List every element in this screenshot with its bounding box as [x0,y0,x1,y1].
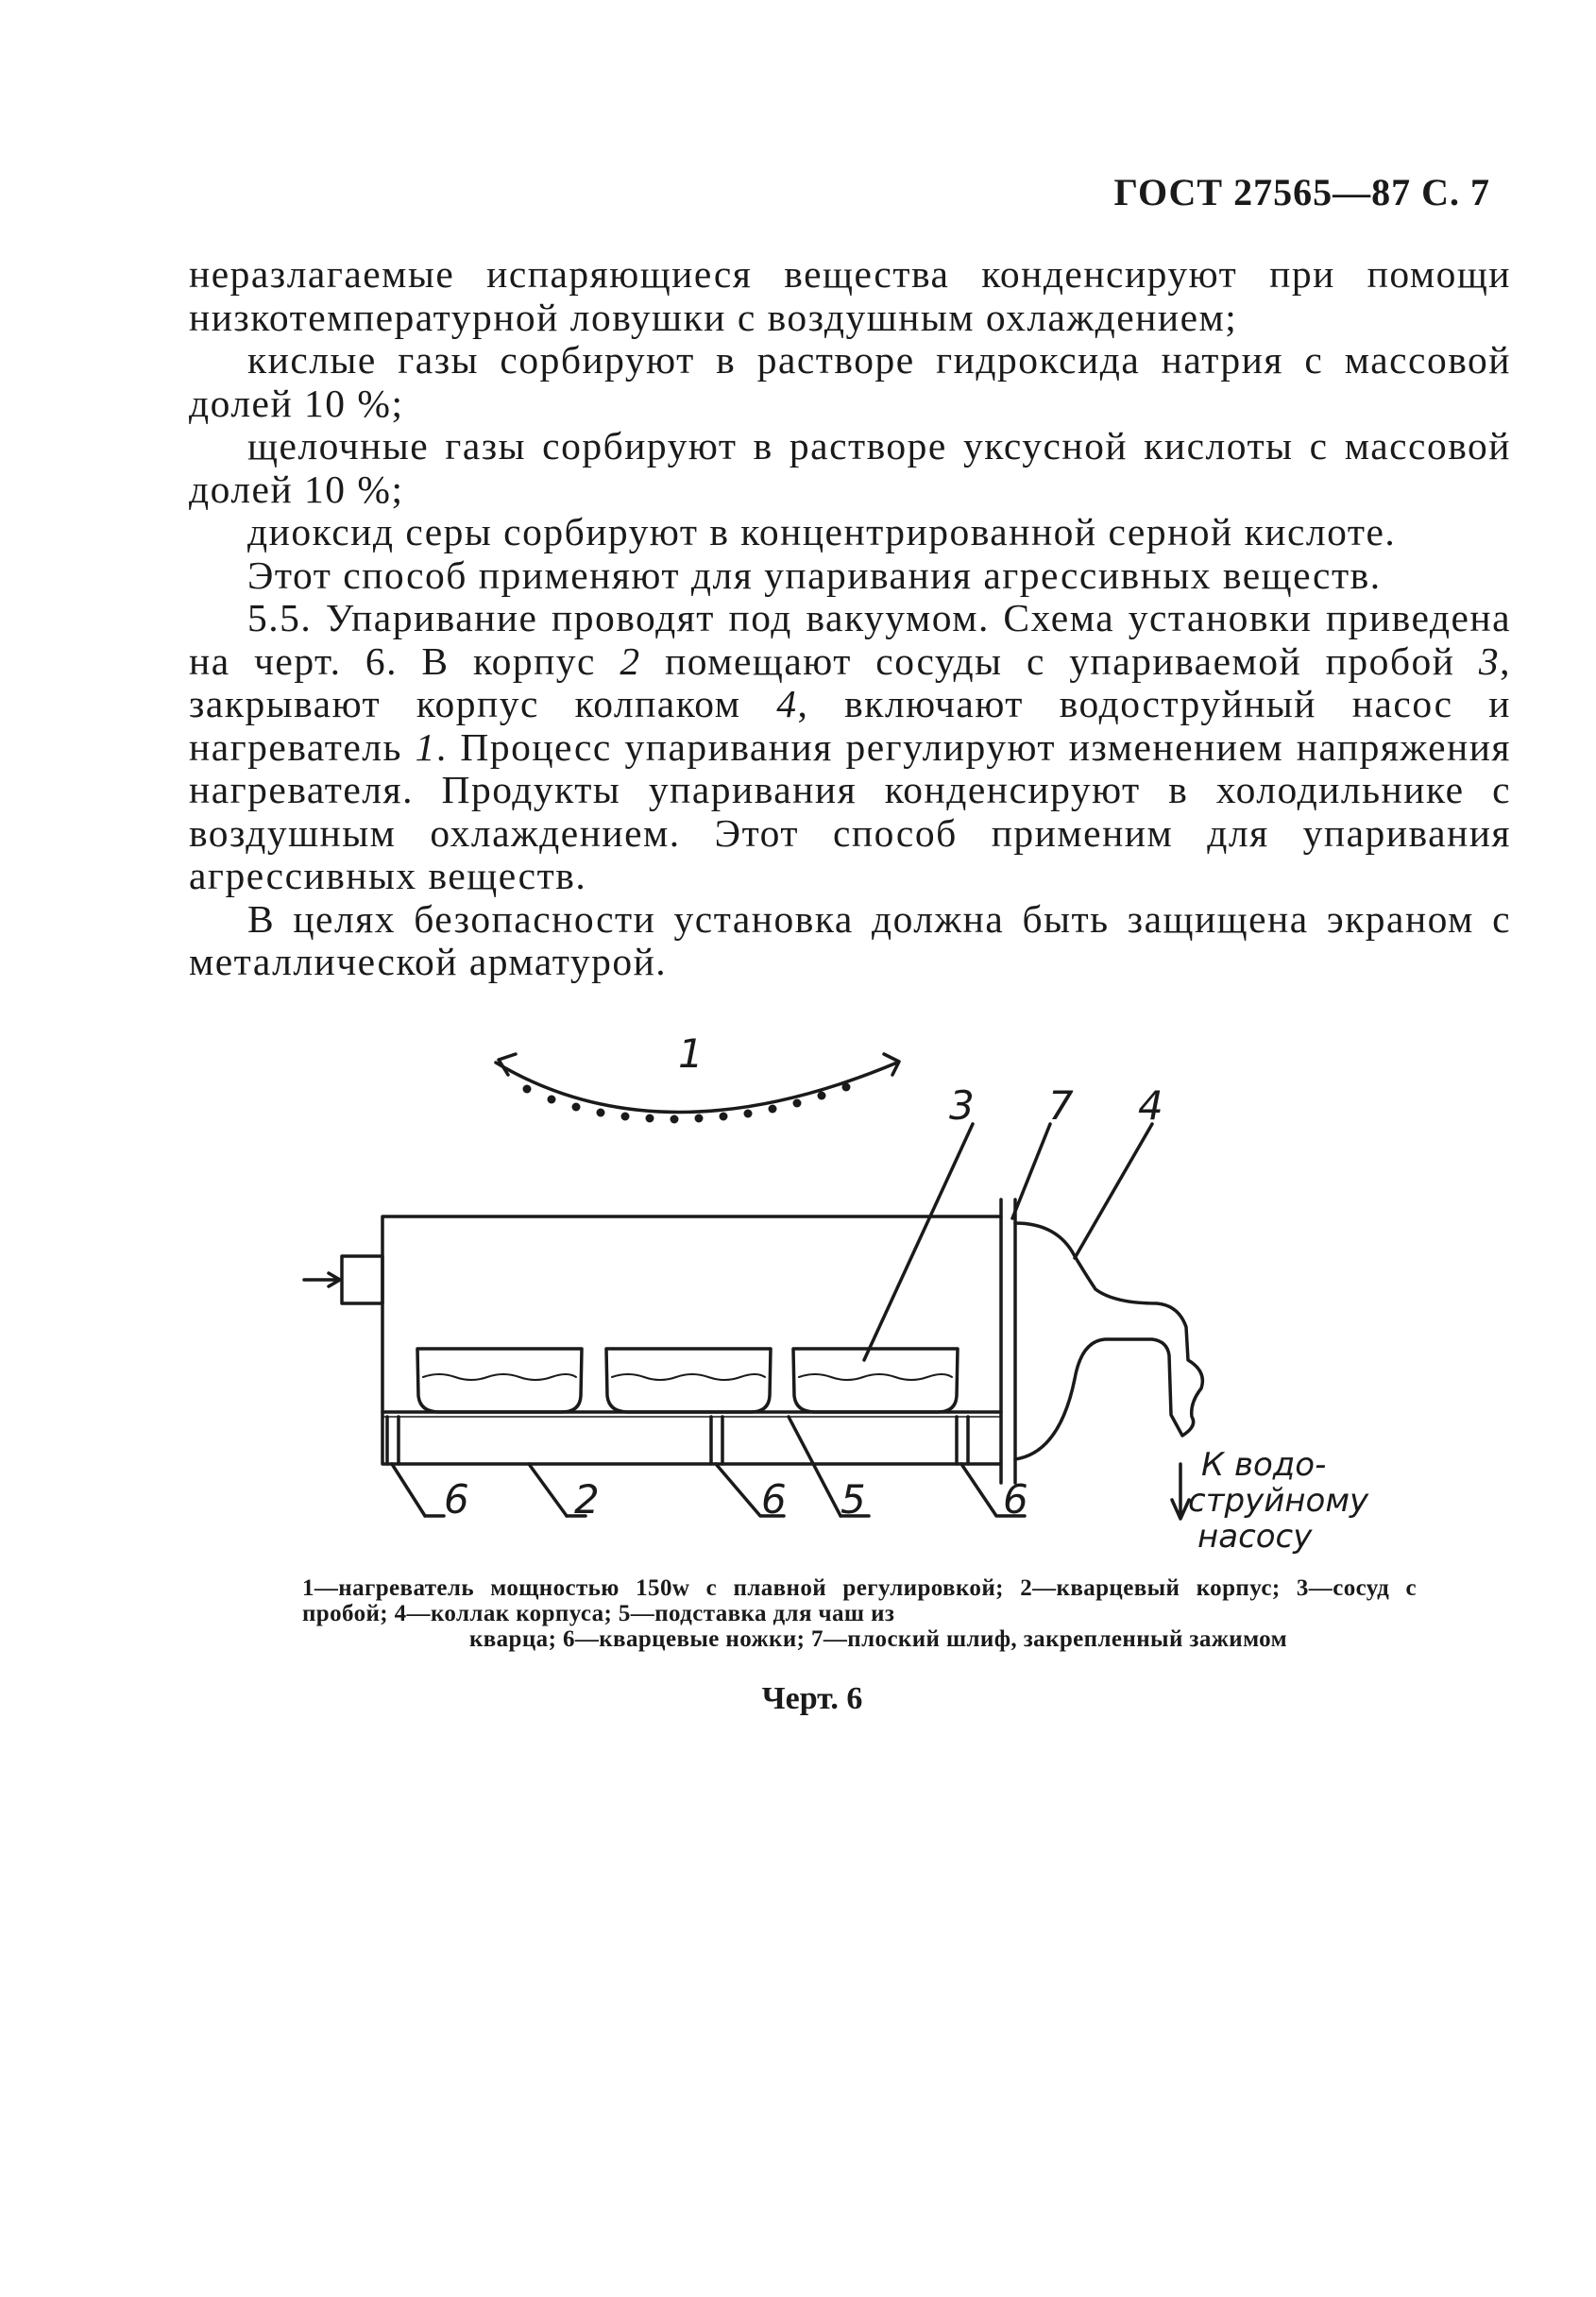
vessel-2 [606,1349,771,1412]
paragraph-sulfur-dioxide: диоксид серы сорбируют в концентрированной серной кислоте. [247,510,1397,553]
leader-4 [1075,1124,1152,1258]
para-5-5-part-3: , закрывают корпус колпаком [189,638,1511,725]
pump-label-line-2: струйному [1188,1482,1369,1520]
pump-arrow [1172,1464,1189,1519]
para-5-5-part-4: , включают водоструйный насос и нагреватель [189,682,1511,769]
ref-4: 4 [776,682,798,725]
label-1: 1 [678,1030,704,1077]
pump-label-line-1: К водо- [1201,1446,1327,1484]
figure-caption [302,1575,1417,1652]
label-6-left: 6 [444,1476,469,1523]
inlet-port [342,1256,382,1303]
leader-7 [1012,1124,1050,1218]
liquid-2 [612,1374,765,1380]
label-6-middle: 6 [761,1476,787,1523]
paragraph-method-use: Этот способ применяют для упаривания агрессивных веществ. [247,553,1382,597]
figure-title: Черт. 6 [761,1681,863,1716]
para-5-5-part-2: помещают сосуды с упариваемой пробой [640,638,1479,683]
pump-label-line-3: насосу [1197,1518,1313,1556]
housing-body [382,1217,1001,1464]
ref-3: 3 [1478,638,1501,683]
body-text [189,253,1511,984]
leader-2 [529,1464,567,1516]
ref-2: 2 [620,638,641,683]
paragraph-acid-gases: кислые газы сорбируют в растворе гидроксида натрия с массовой долей 10 %; [189,338,1511,425]
leg-middle [711,1417,722,1464]
label-5: 5 [840,1476,866,1523]
label-4: 4 [1138,1082,1163,1129]
figure-evaporation-apparatus [283,1020,1417,1558]
vessel-3 [793,1349,958,1412]
leg-left [387,1417,399,1464]
liquid-1 [423,1374,576,1380]
label-7: 7 [1048,1082,1074,1129]
paragraph-condensing: неразлагаемые испаряющиеся вещества конденсируют при помощи низкотемпературной ловушки с воздушным охлаждением; [189,252,1511,339]
leg-right [957,1417,968,1464]
inlet-arrow [304,1273,340,1286]
leader-3 [864,1124,973,1360]
paragraph-5-5 [189,597,1511,898]
page-header: ГОСТ 27565—87 С. 7 [1113,171,1490,213]
leader-6a [392,1464,425,1516]
caption-line-1: 1—нагреватель мощностью 150w с плавной регулировкой; 2—кварцевый корпус; 3—сосуд с пробой; 4—коллак корпуса; 5—подставка для чаш из [302,1575,1417,1626]
label-6-right: 6 [1003,1476,1028,1523]
para-5-5-part-5: . Процесс упаривания регулируют изменением напряжения нагревателя. Продукты упаривания конденсируют в холодильнике с воздушным охлаждением. Этот способ применим для упаривания агрессивных веществ. [189,724,1511,897]
heater-dots [523,1083,851,1124]
ref-1: 1 [415,724,436,769]
bell-cap [1015,1223,1202,1459]
para-5-5-part-1: 5.5. Упаривание проводят под вакуумом. Схема установки приведена на черт. 6. В корпус [189,596,1511,683]
liquid-3 [799,1374,952,1380]
ground-joint [1001,1200,1015,1483]
paragraph-safety: В целях безопасности установка должна быть защищена экраном с металлической арматурой. [189,896,1511,983]
caption-line-2: кварца; 6—кварцевые ножки; 7—плоский шлиф, закрепленный зажимом [468,1626,1288,1652]
label-2: 2 [574,1476,600,1523]
leader-5 [789,1417,840,1516]
paragraph-alkaline-gases: щелочные газы сорбируют в растворе уксусной кислоты с массовой долей 10 %; [189,424,1511,511]
vessel-1 [417,1349,582,1412]
label-3: 3 [949,1082,975,1129]
